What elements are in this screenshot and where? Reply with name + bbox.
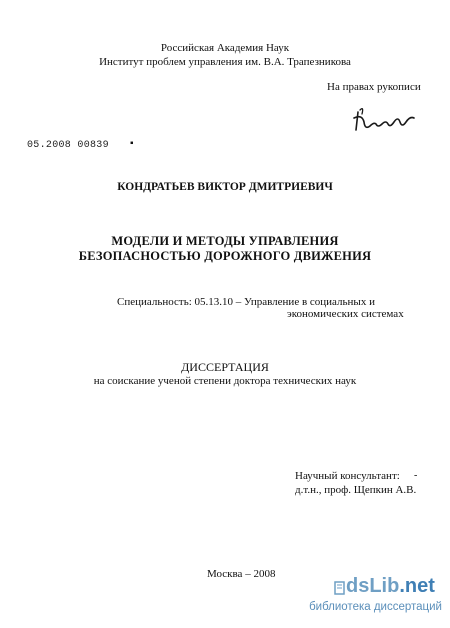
watermark-logo-suffix: .net [399,575,435,597]
consultant-name: д.т.н., проф. Щепкин А.В. [295,484,417,496]
thesis-title-line-2: БЕЗОПАСНОСТЬЮ ДОРОЖНОГО ДВИЖЕНИЯ [78,249,372,263]
dslib-watermark [298,575,444,613]
specialty-line-2: экономических системах [287,308,404,320]
academy-name: Российская Академия Наук [160,42,290,54]
institute-name: Институт проблем управления им. В.А. Трапезникова [99,56,351,68]
place-year: Москва – 2008 [207,568,276,580]
consultant-mark: - [414,470,418,481]
watermark-subtitle: библиотека диссертаций [309,601,442,613]
consultant-label: Научный консультант: [295,470,400,482]
work-type-purpose: на соискание ученой степени доктора технических наук [93,375,357,387]
rights-note: На правах рукописи [327,81,421,93]
author-name: КОНДРАТЬЕВ ВИКТОР ДМИТРИЕВИЧ [117,181,333,193]
thesis-title-line-1: МОДЕЛИ И МЕТОДЫ УПРАВЛЕНИЯ [111,234,339,248]
specialty-line-1: Специальность: 05.13.10 – Управление в социальных и [117,296,375,308]
watermark-book-icon [334,581,346,595]
watermark-logo-main: dsLib [346,575,400,597]
author-signature [350,100,422,140]
registry-stamp-mark: ▪ [130,138,134,149]
registry-stamp: 05.2008 00839 [27,140,109,151]
work-type-label: ДИССЕРТАЦИЯ [181,360,269,374]
